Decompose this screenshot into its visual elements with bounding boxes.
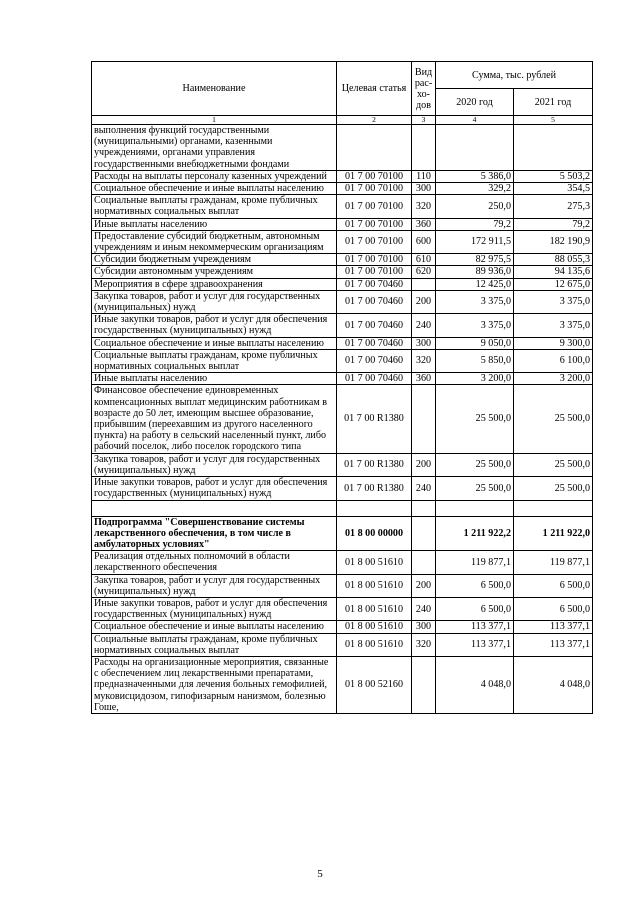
row-name: выполнения функций государственными (муниципальными) органами, казенными учреждениями, органами управления государственными внебюджетными фондами [92, 125, 337, 171]
table-row [92, 183, 593, 195]
row-sum-2021: 3 200,0 [514, 373, 593, 385]
header-vid: Вид рас-хо-дов [412, 62, 436, 116]
row-sum-2021: 3 375,0 [514, 290, 593, 313]
row-target-article: 01 7 00 70460 [337, 373, 412, 385]
row-sum-2020: 3 375,0 [436, 290, 514, 313]
row-sum-2020: 25 500,0 [436, 385, 514, 453]
row-expense-type [412, 278, 436, 290]
table-row [92, 551, 593, 574]
row-sum-2020: 82 975,5 [436, 254, 514, 266]
row-target-article: 01 8 00 51610 [337, 621, 412, 633]
row-target-article: 01 7 00 70100 [337, 266, 412, 278]
row-name: Иные выплаты населению [92, 218, 337, 230]
row-sum-2021: 113 377,1 [514, 633, 593, 656]
row-sum-2021: 354,5 [514, 183, 593, 195]
row-sum-2020: 89 936,0 [436, 266, 514, 278]
row-name: Иные закупки товаров, работ и услуг для обеспечения государственных (муниципальных) нужд [92, 477, 337, 500]
row-target-article: 01 7 00 R1380 [337, 385, 412, 453]
page-number: 5 [317, 868, 323, 880]
row-target-article: 01 8 00 51610 [337, 574, 412, 597]
table-row [92, 574, 593, 597]
row-name: Социальное обеспечение и иные выплаты населению [92, 621, 337, 633]
row-sum-2021: 25 500,0 [514, 385, 593, 453]
row-name: Подпрограмма "Совершенствование системы лекарственного обеспечения, в том числе в амбулаторных условиях" [92, 516, 337, 551]
row-expense-type [412, 656, 436, 713]
row-sum-2021: 5 503,2 [514, 170, 593, 182]
row-sum-2020: 113 377,1 [436, 633, 514, 656]
row-sum-2021 [514, 125, 593, 171]
table-row [92, 621, 593, 633]
row-sum-2021: 6 100,0 [514, 349, 593, 372]
row-target-article: 01 7 00 70100 [337, 230, 412, 253]
row-name: Расходы на организационные мероприятия, связанные с обеспечением лиц лекарственными препаратами, предназначенными для лечения больных гемофилией, муковисцидозом, гипофизарным нанизмом, болезнью Гоше, [92, 656, 337, 713]
row-expense-type: 300 [412, 621, 436, 633]
row-name: Социальное обеспечение и иные выплаты населению [92, 337, 337, 349]
row-expense-type: 320 [412, 195, 436, 218]
row-expense-type: 240 [412, 597, 436, 620]
row-expense-type [412, 500, 436, 516]
row-sum-2020: 172 911,5 [436, 230, 514, 253]
row-name: Социальное обеспечение и иные выплаты населению [92, 183, 337, 195]
row-sum-2021: 25 500,0 [514, 453, 593, 476]
row-name: Социальные выплаты гражданам, кроме публичных нормативных социальных выплат [92, 195, 337, 218]
row-sum-2020: 5 386,0 [436, 170, 514, 182]
row-name: Расходы на выплаты персоналу казенных учреждений [92, 170, 337, 182]
table-row [92, 195, 593, 218]
row-sum-2020: 329,2 [436, 183, 514, 195]
row-sum-2021 [514, 500, 593, 516]
row-name: Социальные выплаты гражданам, кроме публичных нормативных социальных выплат [92, 633, 337, 656]
row-name: Финансовое обеспечение единовременных компенсационных выплат медицинским работникам в возрасте до 50 лет, имеющим высшее образование, прибывшим (переехавшим из другого населенного пункта) на работу в сельский населенный пункт, либо рабочий поселок, либо поселок городского типа [92, 385, 337, 453]
row-sum-2020 [436, 125, 514, 171]
column-number: 4 [436, 116, 514, 125]
row-sum-2020: 4 048,0 [436, 656, 514, 713]
table-row [92, 290, 593, 313]
header-article: Целевая статья [337, 62, 412, 116]
row-sum-2020: 25 500,0 [436, 453, 514, 476]
row-name: Субсидии бюджетным учреждениям [92, 254, 337, 266]
row-sum-2021: 12 675,0 [514, 278, 593, 290]
row-sum-2020: 1 211 922,2 [436, 516, 514, 551]
table-row [92, 477, 593, 500]
header-sum: Сумма, тыс. рублей [436, 62, 593, 89]
row-sum-2021: 6 500,0 [514, 597, 593, 620]
row-sum-2021: 3 375,0 [514, 314, 593, 337]
row-target-article: 01 7 00 70460 [337, 314, 412, 337]
row-expense-type [412, 516, 436, 551]
row-name: Закупка товаров, работ и услуг для государственных (муниципальных) нужд [92, 574, 337, 597]
table-row [92, 453, 593, 476]
row-target-article: 01 7 00 70100 [337, 254, 412, 266]
row-name: Иные закупки товаров, работ и услуг для обеспечения государственных (муниципальных) нужд [92, 314, 337, 337]
row-expense-type [412, 385, 436, 453]
row-target-article: 01 7 00 70460 [337, 349, 412, 372]
table-row [92, 500, 593, 516]
table-row [92, 254, 593, 266]
row-target-article: 01 7 00 70460 [337, 290, 412, 313]
row-sum-2021: 275,3 [514, 195, 593, 218]
row-target-article: 01 7 00 R1380 [337, 453, 412, 476]
table-row [92, 385, 593, 453]
header-name: Наименование [92, 62, 337, 116]
row-expense-type: 240 [412, 477, 436, 500]
row-target-article: 01 8 00 52160 [337, 656, 412, 713]
row-sum-2020: 3 200,0 [436, 373, 514, 385]
row-target-article: 01 7 00 70100 [337, 195, 412, 218]
table-row [92, 278, 593, 290]
row-name [92, 500, 337, 516]
row-sum-2020: 119 877,1 [436, 551, 514, 574]
row-expense-type: 300 [412, 183, 436, 195]
row-sum-2021: 4 048,0 [514, 656, 593, 713]
row-name: Закупка товаров, работ и услуг для государственных (муниципальных) нужд [92, 290, 337, 313]
row-sum-2020 [436, 500, 514, 516]
row-sum-2020: 6 500,0 [436, 574, 514, 597]
row-expense-type: 320 [412, 349, 436, 372]
row-sum-2020: 9 050,0 [436, 337, 514, 349]
row-target-article: 01 8 00 51610 [337, 633, 412, 656]
row-name: Иные выплаты населению [92, 373, 337, 385]
column-number: 2 [337, 116, 412, 125]
table-row [92, 266, 593, 278]
table-row [92, 314, 593, 337]
row-expense-type: 620 [412, 266, 436, 278]
row-sum-2021: 119 877,1 [514, 551, 593, 574]
row-expense-type: 320 [412, 633, 436, 656]
table-row [92, 125, 593, 171]
row-sum-2021: 1 211 922,0 [514, 516, 593, 551]
row-sum-2020: 5 850,0 [436, 349, 514, 372]
row-sum-2021: 9 300,0 [514, 337, 593, 349]
row-expense-type [412, 125, 436, 171]
row-sum-2021: 182 190,9 [514, 230, 593, 253]
table-body [92, 125, 593, 714]
table-row [92, 170, 593, 182]
row-expense-type: 360 [412, 373, 436, 385]
row-name: Закупка товаров, работ и услуг для государственных (муниципальных) нужд [92, 453, 337, 476]
row-target-article: 01 7 00 70100 [337, 183, 412, 195]
row-target-article: 01 7 00 70100 [337, 170, 412, 182]
row-name: Иные закупки товаров, работ и услуг для обеспечения государственных (муниципальных) нужд [92, 597, 337, 620]
row-expense-type: 360 [412, 218, 436, 230]
column-number: 3 [412, 116, 436, 125]
row-target-article [337, 125, 412, 171]
table-row [92, 656, 593, 713]
row-target-article: 01 7 00 70100 [337, 218, 412, 230]
table-row [92, 337, 593, 349]
row-sum-2021: 94 135,6 [514, 266, 593, 278]
row-sum-2020: 12 425,0 [436, 278, 514, 290]
table-row [92, 633, 593, 656]
table-row [92, 230, 593, 253]
table-row [92, 516, 593, 551]
row-sum-2021: 6 500,0 [514, 574, 593, 597]
row-sum-2020: 113 377,1 [436, 621, 514, 633]
row-expense-type: 200 [412, 574, 436, 597]
row-name: Мероприятия в сфере здравоохранения [92, 278, 337, 290]
row-target-article: 01 7 00 R1380 [337, 477, 412, 500]
column-number: 5 [514, 116, 593, 125]
table-row [92, 373, 593, 385]
table-row [92, 597, 593, 620]
row-target-article: 01 7 00 70460 [337, 278, 412, 290]
row-target-article [337, 500, 412, 516]
row-expense-type: 200 [412, 453, 436, 476]
row-sum-2021: 25 500,0 [514, 477, 593, 500]
table-row [92, 218, 593, 230]
row-sum-2020: 25 500,0 [436, 477, 514, 500]
row-expense-type: 610 [412, 254, 436, 266]
row-sum-2021: 113 377,1 [514, 621, 593, 633]
row-target-article: 01 8 00 00000 [337, 516, 412, 551]
row-target-article: 01 8 00 51610 [337, 597, 412, 620]
row-expense-type [412, 551, 436, 574]
row-sum-2021: 79,2 [514, 218, 593, 230]
row-target-article: 01 8 00 51610 [337, 551, 412, 574]
row-sum-2020: 3 375,0 [436, 314, 514, 337]
row-sum-2021: 88 055,3 [514, 254, 593, 266]
row-sum-2020: 6 500,0 [436, 597, 514, 620]
table-row [92, 349, 593, 372]
column-number: 1 [92, 116, 337, 125]
row-name: Реализация отдельных полномочий в области лекарственного обеспечения [92, 551, 337, 574]
row-target-article: 01 7 00 70460 [337, 337, 412, 349]
row-expense-type: 200 [412, 290, 436, 313]
row-expense-type: 110 [412, 170, 436, 182]
row-name: Предоставление субсидий бюджетным, автономным учреждениям и иным некоммерческим организациям [92, 230, 337, 253]
row-expense-type: 600 [412, 230, 436, 253]
header-year-2020: 2020 год [436, 89, 514, 116]
header-year-2021: 2021 год [514, 89, 593, 116]
row-sum-2020: 79,2 [436, 218, 514, 230]
row-expense-type: 300 [412, 337, 436, 349]
row-sum-2020: 250,0 [436, 195, 514, 218]
row-name: Субсидии автономным учреждениям [92, 266, 337, 278]
row-expense-type: 240 [412, 314, 436, 337]
budget-table [91, 61, 593, 714]
row-name: Социальные выплаты гражданам, кроме публичных нормативных социальных выплат [92, 349, 337, 372]
